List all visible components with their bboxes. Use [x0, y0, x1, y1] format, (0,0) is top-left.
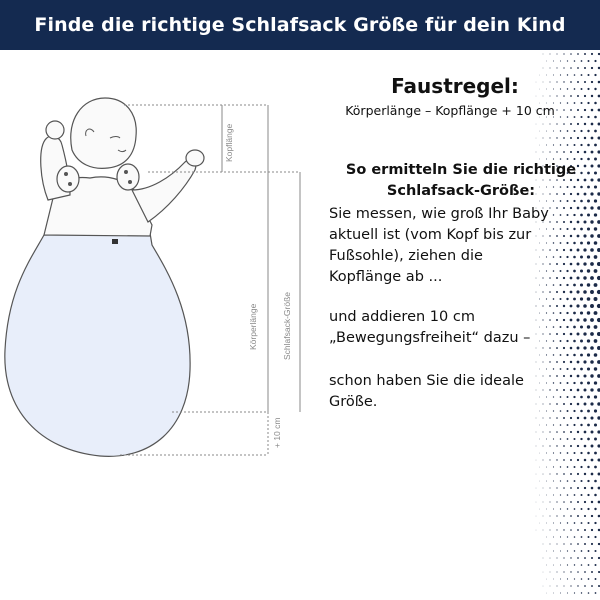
label-head-length: Kopflänge [224, 123, 234, 162]
label-plus-10cm: + 10 cm [272, 417, 282, 448]
instructions-paragraph-3: schon haben Sie die ideale Größe. [329, 373, 524, 410]
instructions-title: So ermitteln Sie die richtige Schlafsack-Größe: [345, 162, 577, 199]
label-body-length: Körperlänge [248, 303, 258, 350]
rule-title: Faustregel: [391, 74, 519, 98]
header-banner [0, 0, 600, 50]
sleeping-bag-icon [5, 233, 190, 456]
rule-formula: Körperlänge – Kopflänge + 10 cm [345, 103, 555, 118]
baby-sleeping-bag-illustration [0, 50, 320, 470]
page-title: Finde die richtige Schlafsack Größe für dein Kind [34, 14, 566, 36]
instructions-paragraph-1: Sie messen, wie groß Ihr Baby aktuell ist (vom Kopf bis zur Fußsohle), ziehen die Kopflänge ab ... [329, 206, 549, 285]
label-sleeping-bag-size: Schlafsack-Größe [282, 291, 292, 360]
instructions-paragraph-2: und addieren 10 cm „Bewegungsfreiheit“ dazu – [329, 309, 531, 346]
